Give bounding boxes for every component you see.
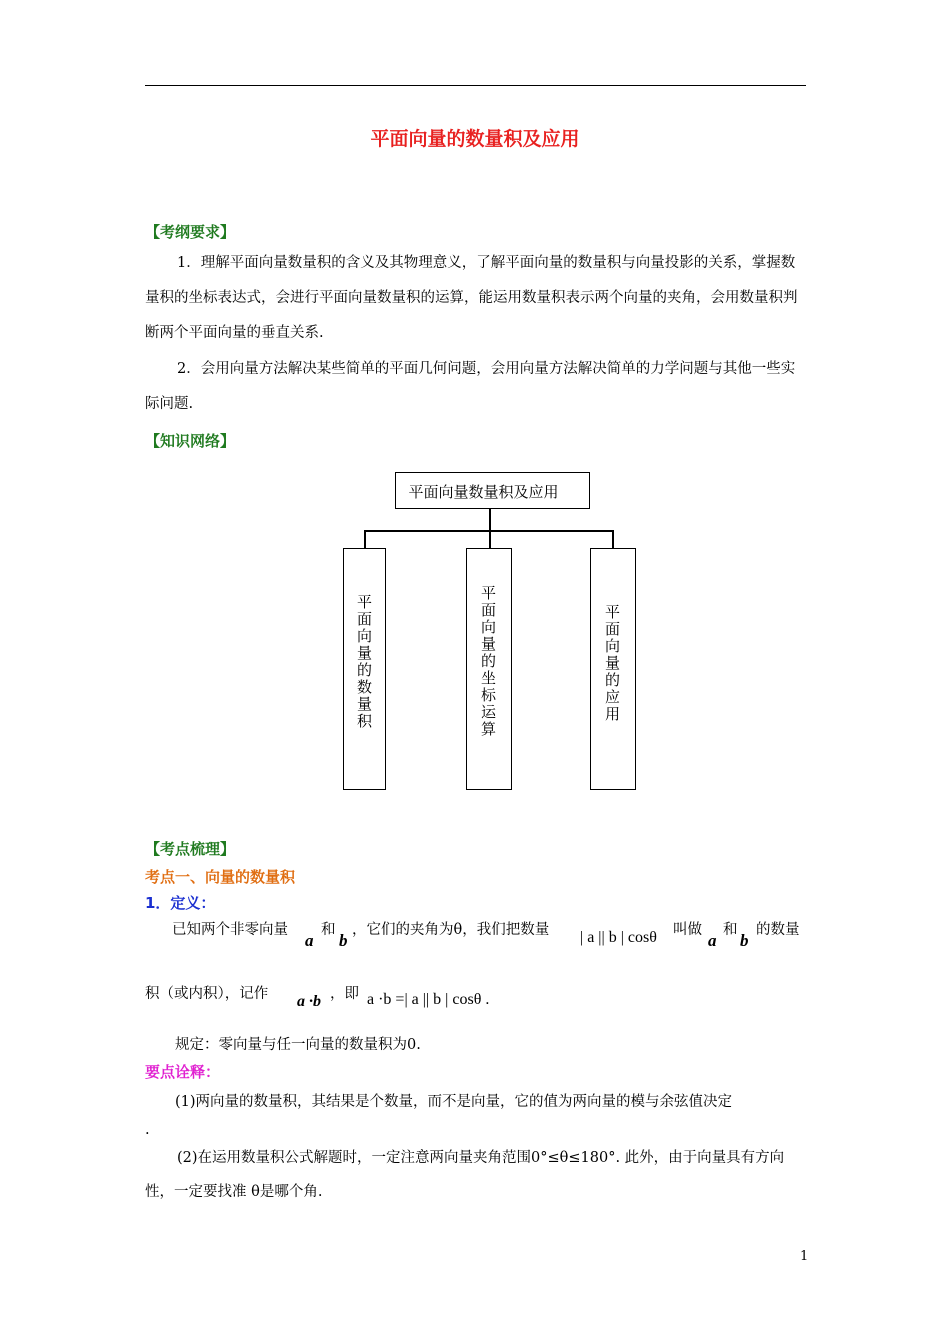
- diagram-connector-left: [364, 530, 366, 549]
- diagram-child-box-1: [343, 548, 386, 790]
- header-rule: [145, 85, 806, 86]
- requirement-paragraph-1: 1．理解平面向量数量积的含义及其物理意义，了解平面向量的数量积与向量投影的关系，掌握数量积的坐标表达式，会进行平面向量数量积的运算，能运用数量积表示两个向量的夹角，会用数量积判断两个平面向量的垂直关系.: [145, 255, 798, 341]
- key-point-1-title: 考点一、向量的数量积: [145, 868, 296, 886]
- notes-label: 要点诠释：: [145, 1063, 221, 1081]
- definition-and-2: 和: [723, 922, 738, 938]
- diagram-child-label-1: 平面向量的数量积: [355, 594, 373, 730]
- definition-text-4: 的数量: [756, 922, 800, 938]
- vector-a-symbol: a: [305, 931, 314, 950]
- definition-text-6: ，即: [330, 986, 359, 1002]
- vector-a-symbol-2: a: [708, 931, 717, 950]
- note-1-tail: .: [145, 1122, 150, 1138]
- definition-text-5: 积（或内积），记作: [145, 986, 269, 1002]
- diagram-root-label: 平面向量数量积及应用: [408, 483, 559, 501]
- vector-b-symbol-2: b: [740, 931, 749, 950]
- page-number: 1: [800, 1249, 809, 1264]
- section-heading-knowledge-network: 【知识网络】: [145, 432, 236, 450]
- note-2: (2)在运用数量积公式解题时，一定注意两向量夹角范围0°≤θ≤180°. 此外，由于向量具有方向性，一定要找准 θ是哪个角.: [145, 1150, 785, 1200]
- note-1: (1)两向量的数量积，其结果是个数量，而不是向量，它的值为两向量的模与余弦值决定: [175, 1094, 733, 1110]
- requirement-paragraph-2: 2．会用向量方法解决某些简单的平面几何问题，会用向量方法解决简单的力学问题与其他一些实际问题.: [145, 361, 796, 412]
- section-heading-key-points: 【考点梳理】: [145, 840, 236, 858]
- definition-and-1: 和: [321, 922, 336, 938]
- diagram-child-box-3: [590, 548, 636, 790]
- definition-text-2: ，它们的夹角为θ，我们把数量: [352, 922, 550, 938]
- diagram-root-box: [395, 472, 590, 509]
- magnitude-cos-formula: | a || b | cosθ: [580, 929, 657, 946]
- diagram-child-label-2: 平面向量的坐标运算: [479, 585, 497, 738]
- dot-product-notation: a ·b: [297, 993, 321, 1010]
- definition-text-3: 叫做: [673, 922, 702, 938]
- zero-vector-rule: 规定：零向量与任一向量的数量积为0.: [175, 1037, 421, 1053]
- dot-product-formula: a ·b =| a || b | cosθ .: [367, 991, 490, 1008]
- page-title: 平面向量的数量积及应用: [370, 128, 580, 150]
- vector-b-symbol: b: [339, 931, 348, 950]
- diagram-child-label-3: 平面向量的应用: [603, 604, 621, 723]
- diagram-child-box-2: [466, 548, 512, 790]
- definition-label: 1．定义：: [145, 894, 216, 912]
- definition-text-1: 已知两个非零向量: [172, 922, 288, 938]
- section-heading-requirements: 【考纲要求】: [145, 223, 236, 241]
- diagram-connector-trunk: [489, 509, 491, 531]
- diagram-connector-right: [612, 530, 614, 549]
- diagram-connector-middle: [489, 530, 491, 549]
